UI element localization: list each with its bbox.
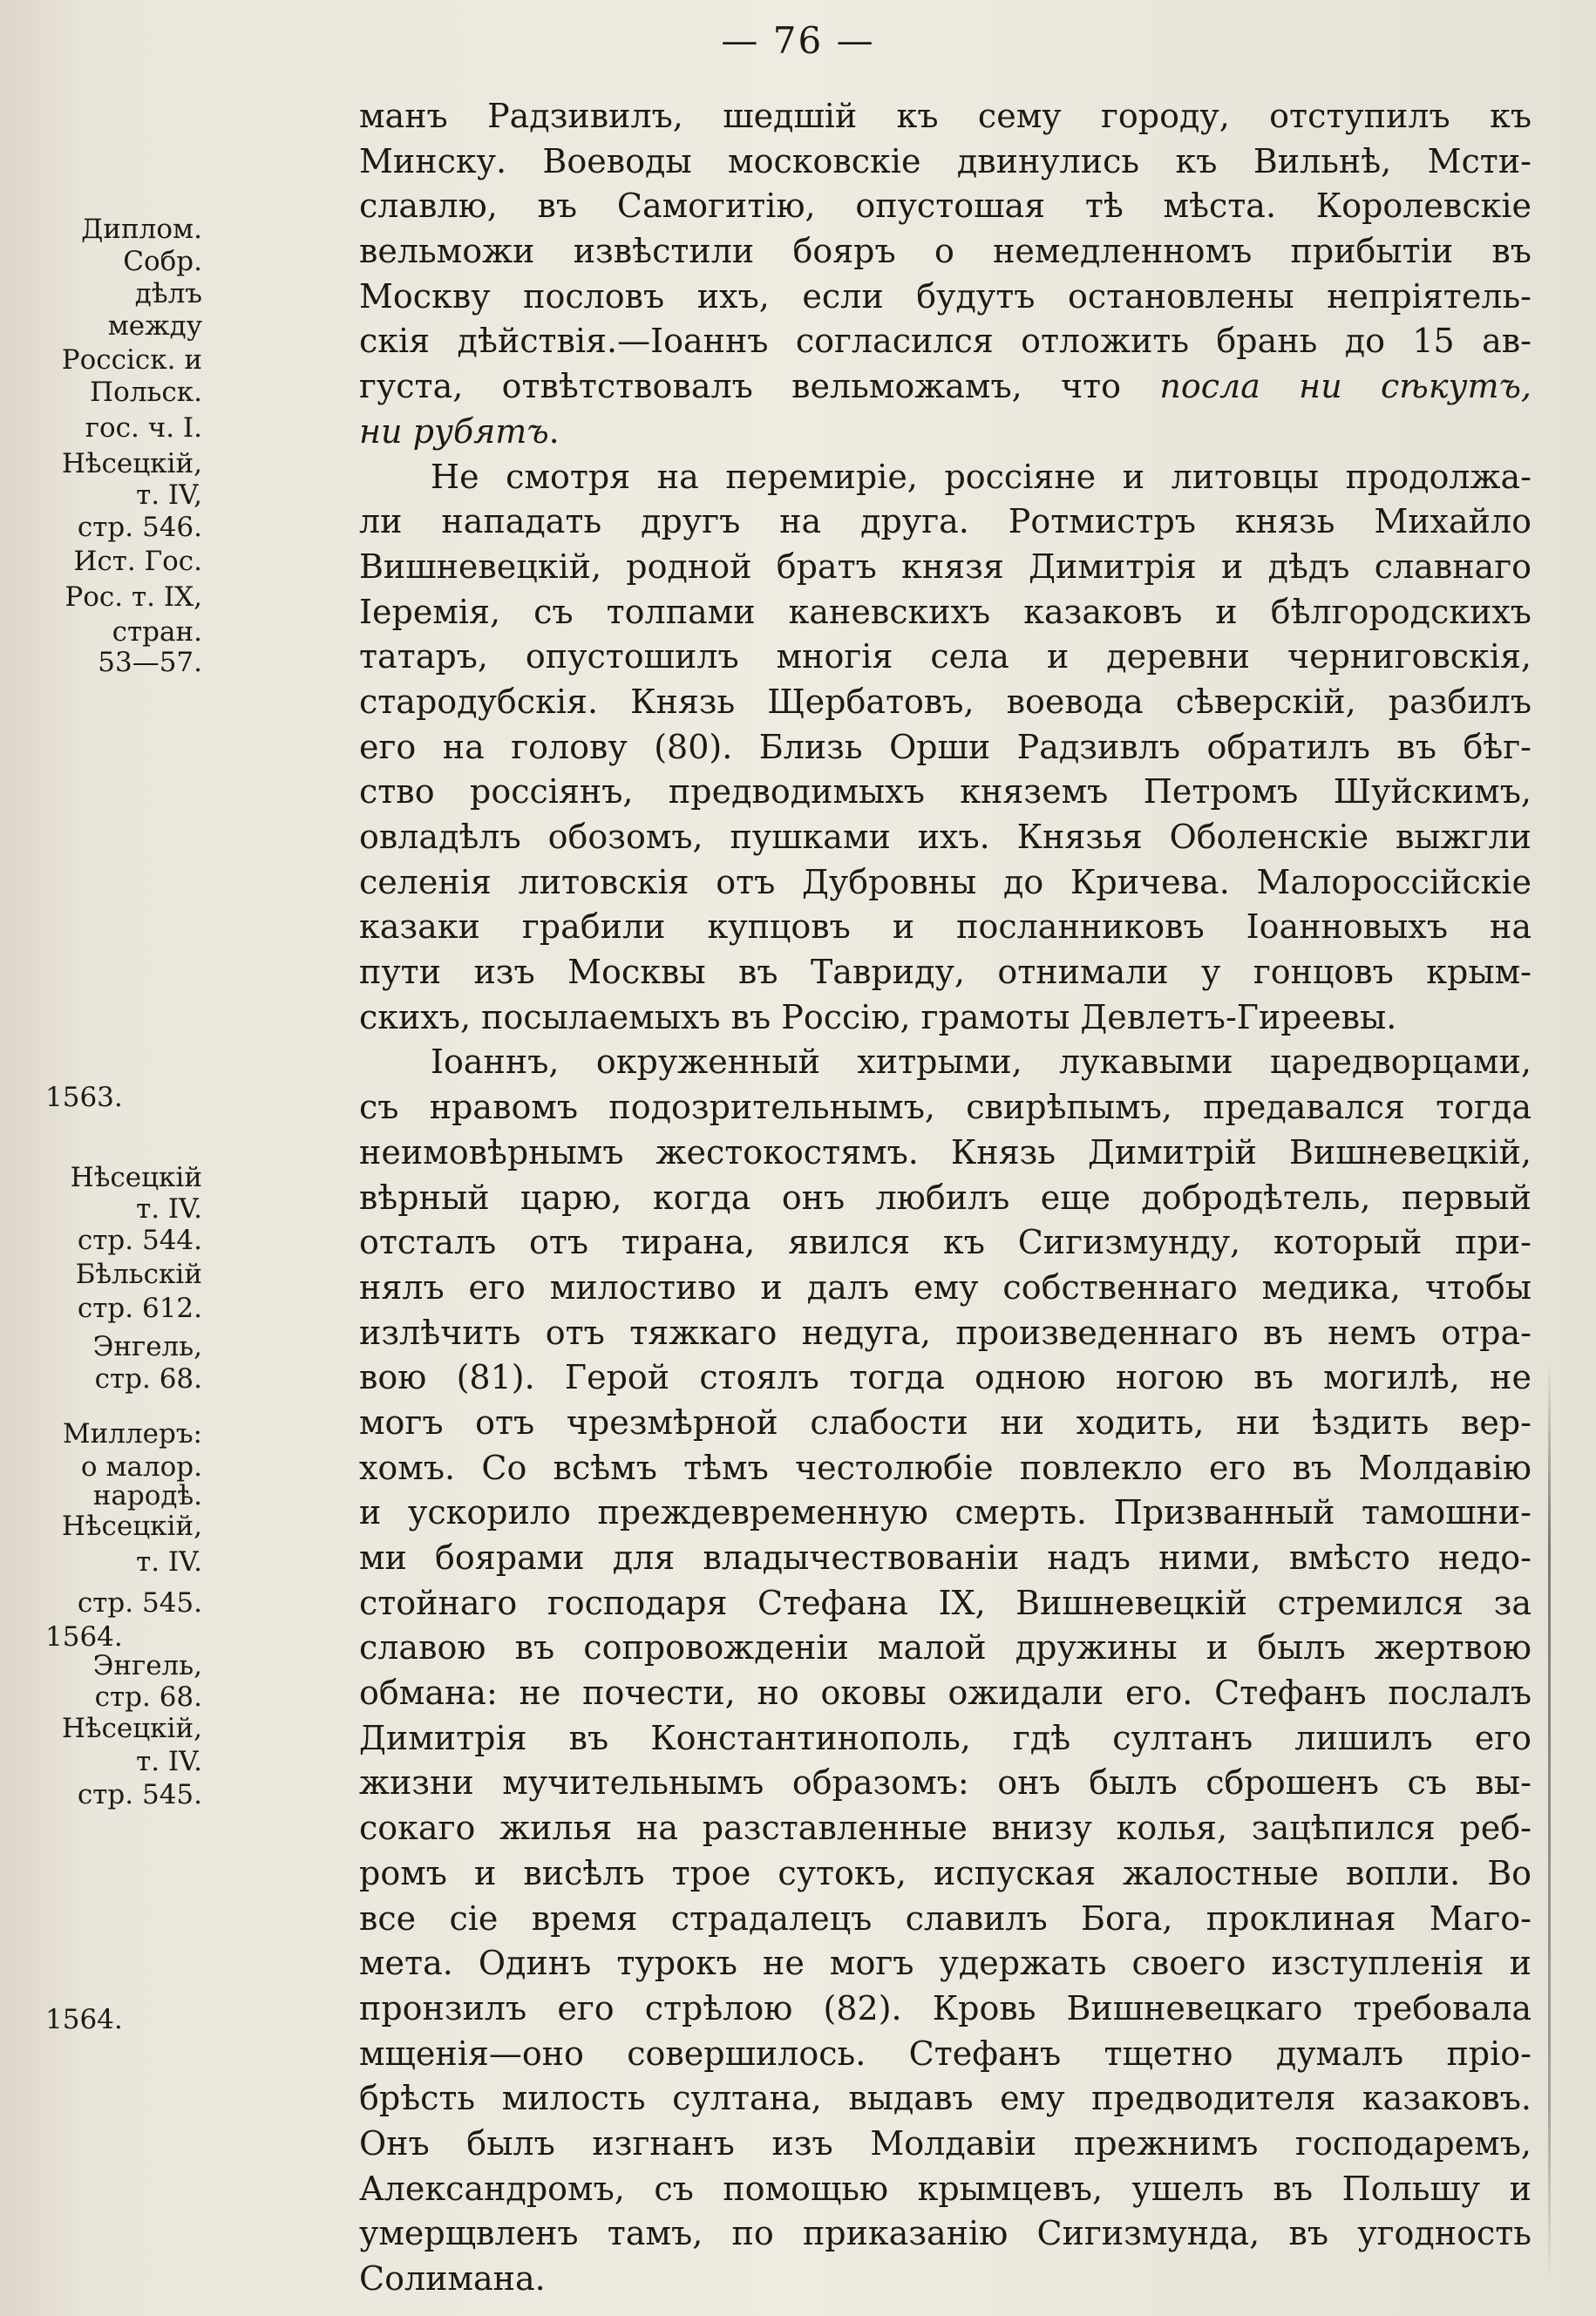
text-line [359, 2211, 1531, 2257]
margin-reference: т. IV, [136, 479, 202, 511]
text-line [359, 815, 1531, 860]
margin-reference: Нѣсецкій [70, 1162, 202, 1193]
text-line-content: его на голову (80). Близь Орши Радзивлъ обратилъ въ бѣг- [359, 727, 1531, 766]
text-line [359, 1851, 1531, 1897]
text-line-content: обмана: не почести, но оковы ожидали его. Стефанъ послалъ [359, 1674, 1531, 1713]
text-line [359, 455, 1531, 500]
margin-reference: т. IV. [136, 1193, 202, 1225]
margin-reference: стр. 546. [77, 512, 202, 543]
text-line-content: неимовѣрнымъ жестокостямъ. Князь Димитрій Вишневецкій, [359, 1132, 1531, 1172]
text-line-content: вою (81). Герой стоялъ тогда одною ногою въ могилѣ, не [359, 1358, 1531, 1397]
text-line [359, 1536, 1531, 1581]
italic-phrase: посла ни сѣкутъ, [1159, 367, 1531, 406]
text-line [359, 410, 1531, 455]
text-line [359, 2076, 1531, 2122]
margin-reference: 53—57. [98, 647, 202, 678]
text-line [359, 1085, 1531, 1131]
text-line [359, 499, 1531, 545]
text-line-content: отсталъ отъ тирана, явился къ Сигизмунду, который при- [359, 1223, 1531, 1262]
margin-reference: Энгель, [92, 1650, 202, 1681]
text-line [359, 2167, 1531, 2212]
text-line-content: славлю, въ Самогитію, опустошая тѣ мѣста. Королевскіе [359, 187, 1531, 226]
text-line [359, 680, 1531, 725]
text-line-content: Москву пословъ ихъ, если будутъ остановлены непріятель- [359, 276, 1531, 316]
margin-reference: стр. 545. [77, 1587, 202, 1619]
text-line-content: пути изъ Москвы въ Тавриду, отнимали у гонцовъ крым- [359, 953, 1531, 992]
margin-reference: стр. 68. [94, 1363, 202, 1395]
margin-reference: Нѣсецкій, [61, 448, 202, 479]
text-line [359, 1897, 1531, 1942]
text-line [359, 2257, 1531, 2302]
text-line-content: скихъ, посылаемыхъ въ Россію, грамоты Девлетъ-Гиреевы. [359, 997, 1397, 1036]
margin-year: 1563. [45, 1082, 123, 1113]
margin-reference: Ист. Гос. [73, 546, 202, 577]
text-line-content: мета. Одинъ турокъ не могъ удержать своего изступленія и [359, 1944, 1531, 1983]
text-line [359, 1220, 1531, 1266]
text-line-content: Вишневецкій, родной братъ князя Димитрія и дѣдъ славнаго [359, 547, 1531, 586]
text-line-content: селенія литовскія отъ Дубровны до Кричева. Малороссійскіе [359, 862, 1531, 901]
margin-reference: т. IV. [136, 1746, 202, 1777]
text-line [359, 725, 1531, 771]
text-line-content: Димитрія въ Константинополь, гдѣ султанъ лишилъ его [359, 1718, 1531, 1757]
text-line [359, 770, 1531, 815]
text-line-content: все сіе время страдалецъ славилъ Бога, проклиная Маго- [359, 1898, 1531, 1938]
text-line-content: ство россіянъ, предводимыхъ княземъ Петромъ Шуйскимъ, [359, 772, 1531, 812]
text-line-content: брѣсть милость султана, выдавъ ему предводителя казаковъ. [359, 2079, 1531, 2118]
body-text [359, 94, 1531, 2302]
text-line-content: съ нравомъ подозрительнымъ, свирѣпымъ, предавался тогда [359, 1088, 1531, 1127]
text-line [359, 950, 1531, 995]
text-line [359, 1446, 1531, 1491]
text-line [359, 1266, 1531, 1311]
text-line-content: ли нападать другъ на друга. Ротмистръ князь Михайло [359, 502, 1531, 541]
margin-reference: Диплом. [81, 214, 202, 245]
margin-reference: Россіск. и [61, 344, 202, 376]
text-line [359, 1491, 1531, 1536]
text-line [359, 1987, 1531, 2032]
text-line-content: стойнаго господаря Стефана IX, Вишневецкій стремился за [359, 1583, 1531, 1622]
margin-reference: Миллеръ: [62, 1418, 202, 1450]
margin-reference: стр. 68. [94, 1681, 202, 1713]
margin-reference: Бѣльскій [75, 1259, 202, 1290]
text-line-content: стародубскія. Князь Щербатовъ, воевода сѣверскій, разбилъ [359, 682, 1531, 721]
text-line [359, 635, 1531, 680]
text-line-content: Минску. Воеводы московскіе двинулись къ Вильнѣ, Мсти- [359, 141, 1531, 180]
text-line [359, 1806, 1531, 1851]
text-line-content: нялъ его милостиво и далъ ему собственнаго медика, чтобы [359, 1267, 1531, 1307]
text-line-content: сокаго жилья на разставленные внизу колья, зацѣпился реб- [359, 1809, 1531, 1848]
text-line [359, 94, 1531, 139]
text-line-content: хомъ. Со всѣмъ тѣмъ честолюбіе повлекло его въ Молдавію [359, 1448, 1531, 1487]
text-line-content: скія дѣйствія.—Іоаннъ согласился отложить брань до 15 ав- [359, 322, 1531, 361]
margin-reference: дѣлъ [134, 278, 202, 309]
italic-phrase: ни рубятъ [359, 411, 549, 451]
text-line-content: ромъ и висѣлъ трое сутокъ, испуская жалостные вопли. Во [359, 1853, 1531, 1892]
text-line-content: славою въ сопровожденіи малой дружины и былъ жертвою [359, 1628, 1531, 1667]
margin-reference: Нѣсецкій, [61, 1713, 202, 1744]
margin-reference: между [107, 310, 202, 342]
text-line-content: вельможи извѣстили бояръ о немедленномъ прибытіи въ [359, 232, 1531, 271]
text-line [359, 1311, 1531, 1356]
margin-reference: Энгель, [92, 1331, 202, 1362]
text-line-content: Александромъ, съ помощью крымцевъ, ушелъ въ Польшу и [359, 2169, 1531, 2208]
text-line [359, 229, 1531, 275]
text-line [359, 1355, 1531, 1401]
text-line [359, 1401, 1531, 1446]
margin-reference: Рос. т. IX, [65, 581, 202, 613]
text-line-content: жизни мучительнымъ образомъ: онъ былъ сброшенъ съ вы- [359, 1763, 1531, 1803]
text-line [359, 1040, 1531, 1085]
text-line-content: Іеремія, съ толпами каневскихъ казаковъ и бѣлгородскихъ [359, 592, 1531, 631]
text-line [359, 1131, 1531, 1176]
text-line [359, 1941, 1531, 1987]
text-line-content: Онъ былъ изгнанъ изъ Молдавіи прежнимъ господаремъ, [359, 2123, 1531, 2163]
margin-reference: Польск. [90, 377, 202, 408]
margin-reference: стр. 612. [77, 1293, 202, 1324]
text-line-content: ми боярами для владычествованіи надъ ними, вмѣсто недо- [359, 1538, 1531, 1577]
text-line [359, 905, 1531, 950]
text-line [359, 1716, 1531, 1762]
margin-reference: гос. ч. I. [85, 412, 202, 444]
text-line [359, 1671, 1531, 1716]
text-line [359, 1581, 1531, 1627]
text-line-tail: . [548, 411, 560, 451]
text-line-content: манъ Радзивилъ, шедшій къ сему городу, отступилъ къ [359, 97, 1531, 135]
text-line [359, 1761, 1531, 1806]
text-line [359, 364, 1531, 410]
text-line [359, 590, 1531, 635]
text-line-content: густа, отвѣтствовалъ вельможамъ, что [359, 367, 1160, 406]
text-line [359, 860, 1531, 906]
text-line [359, 2032, 1531, 2077]
text-line-content: и ускорило преждевременную смерть. Призванный тамошни- [359, 1493, 1531, 1532]
text-line-content: казаки грабили купцовъ и посланниковъ Іоанновыхъ на [359, 907, 1531, 947]
text-line [359, 275, 1531, 320]
margin-reference: стр. 544. [77, 1225, 202, 1256]
text-line-content: Солимана. [359, 2259, 546, 2298]
text-line-content: Не смотря на перемиріе, россіяне и литовцы продолжа- [431, 457, 1531, 496]
text-line-content: Іоаннъ, окруженный хитрыми, лукавыми царедворцами, [431, 1043, 1531, 1082]
text-line [359, 1626, 1531, 1671]
margin-reference: т. IV. [136, 1546, 202, 1578]
margin-year: 1564. [45, 2004, 123, 2035]
text-line-content: овладѣлъ обозомъ, пушками ихъ. Князья Оболенскіе выжгли [359, 818, 1531, 856]
text-line-content: вѣрный царю, когда онъ любилъ еще добродѣтель, первый [359, 1178, 1531, 1217]
margin-reference: Собр. [123, 246, 202, 277]
text-line-content: умерщвленъ тамъ, по приказанію Сигизмунда, въ угодность [359, 2214, 1531, 2253]
margin-reference: народѣ. [92, 1480, 202, 1511]
margin-reference: стр. 545. [77, 1779, 202, 1810]
text-line-content: мщенія—оно совершилось. Стефанъ тщетно думалъ пріо- [359, 2034, 1531, 2073]
margin-reference: Нѣсецкій, [61, 1511, 202, 1542]
text-line-content: пронзилъ его стрѣлою (82). Кровь Вишневецкаго требовала [359, 1988, 1531, 2027]
text-line [359, 995, 1531, 1041]
text-line-content: татаръ, опустошилъ многія села и деревни черниговскія, [359, 637, 1531, 676]
margin-year: 1564. [45, 1621, 123, 1653]
margin-reference: стран. [112, 616, 202, 648]
text-line [359, 184, 1531, 229]
text-line [359, 319, 1531, 364]
text-line [359, 1176, 1531, 1221]
page-edge-mark [1548, 1360, 1551, 2284]
margin-reference: о малор. [80, 1451, 202, 1483]
text-line [359, 545, 1531, 590]
text-line [359, 2122, 1531, 2167]
text-line-content: могъ отъ чрезмѣрной слабости ни ходить, ни ѣздить вер- [359, 1403, 1531, 1442]
page-number: — 76 — [721, 19, 875, 62]
text-line [359, 139, 1531, 185]
text-line-content: излѣчить отъ тяжкаго недуга, произведеннаго въ немъ отра- [359, 1313, 1531, 1352]
